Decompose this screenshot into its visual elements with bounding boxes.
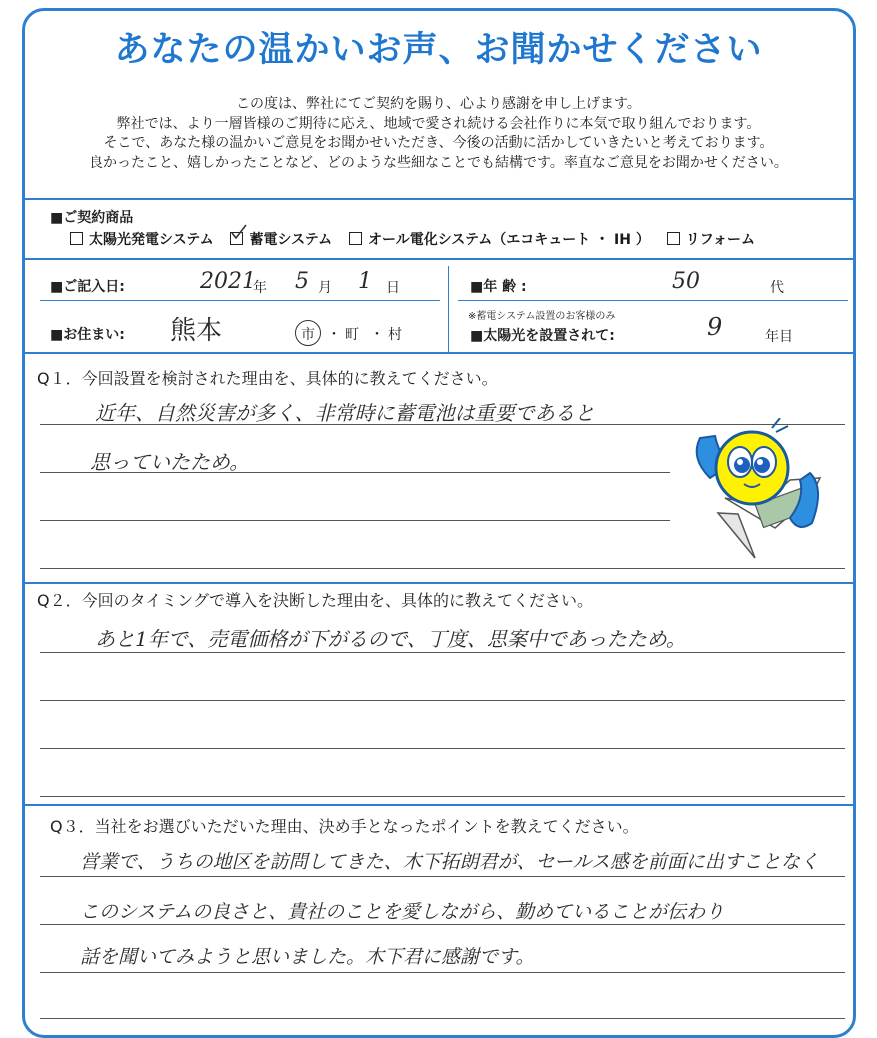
row-divider <box>40 300 440 301</box>
answer-line <box>40 652 845 653</box>
q3-question: Q３．当社をお選びいただいた理由、決め手となったポイントを教えてください。 <box>50 817 639 836</box>
town-option[interactable]: 町 <box>345 327 359 343</box>
q2-answer-line[interactable]: あと1年で、売電価格が下がるので、丁度、思案中であったため。 <box>95 627 686 651</box>
answer-line <box>40 472 670 473</box>
answer-line <box>40 700 845 701</box>
column-divider <box>448 266 449 352</box>
checkbox-icon[interactable] <box>349 232 362 245</box>
day-unit: 日 <box>386 280 400 296</box>
mascot-solar-character-icon <box>680 418 830 568</box>
intro-text <box>40 95 837 173</box>
date-label: ■ご記入日: <box>50 279 125 295</box>
solar-years-value[interactable]: 9 <box>707 313 723 341</box>
q1-answer-line[interactable]: 思っていたため。 <box>90 450 250 474</box>
divider <box>25 258 853 260</box>
separator: ・ <box>327 327 341 343</box>
answer-line <box>40 568 845 569</box>
products-list <box>70 229 767 249</box>
row-divider <box>458 300 848 301</box>
checkbox-checked-icon[interactable] <box>230 232 243 245</box>
products-label: ■ご契約商品 <box>50 210 134 226</box>
address-label: ■お住まい: <box>50 327 125 343</box>
answer-line <box>40 1018 845 1019</box>
q3-answer-line[interactable]: 話を聞いてみようと思いました。木下君に感謝です。 <box>80 946 535 968</box>
date-year[interactable]: 2021 <box>200 269 256 294</box>
answer-line <box>40 796 845 797</box>
solar-years-unit: 年目 <box>765 329 793 345</box>
intro-line: この度は、弊社にてご契約を賜り、心より感謝を申し上げます。 <box>236 96 641 112</box>
answer-line <box>40 972 845 973</box>
separator: ・ <box>370 327 384 343</box>
answer-line <box>40 924 845 925</box>
solar-note: ※蓄電システム設置のお客様のみ <box>468 311 616 322</box>
year-unit: 年 <box>253 280 267 296</box>
intro-line: そこで、あなた様の温かいご意見をお聞かせいただき、今後の活動に活かしていきたいと考えております。 <box>103 135 774 151</box>
intro-line: 良かったこと、嬉しかったことなど、どのような些細なことでも結構です。率直なご意見をお聞かせください。 <box>89 154 788 171</box>
product-option[interactable]: リフォーム <box>667 232 761 248</box>
page-title: あなたの温かいお声、お聞かせください <box>114 30 763 70</box>
q3-answer-line[interactable]: 営業で、うちの地区を訪問してきた、木下拓朗君が、セールス感を前面に出すことなく <box>80 851 819 873</box>
solar-years-label: ■太陽光を設置されて: <box>470 328 615 344</box>
checkbox-icon[interactable] <box>70 232 83 245</box>
q1-answer-line[interactable]: 近年、自然災害が多く、非常時に蓄電池は重要であると <box>95 401 595 425</box>
product-option[interactable]: 蓄電システム <box>230 232 338 248</box>
divider <box>25 804 853 806</box>
q2-question: Q２．今回のタイミングで導入を決断した理由を、具体的に教えてください。 <box>37 591 593 610</box>
divider <box>25 352 853 354</box>
age-label: ■年 齢 : <box>470 279 527 295</box>
answer-line <box>40 748 845 749</box>
product-option[interactable]: オール電化システム（エコキュート ・ IH ） <box>349 232 656 248</box>
age-unit: 代 <box>770 280 784 296</box>
q1-question: Q１．今回設置を検討された理由を、具体的に教えてください。 <box>37 369 498 388</box>
q3-answer-line[interactable]: このシステムの良さと、貴社のことを愛しながら、勤めていることが伝わり <box>80 901 725 923</box>
intro-line: 弊社では、より一層皆様のご期待に応え、地域で愛され続ける会社作りに本気で取り組んでおります。 <box>116 115 761 132</box>
product-option[interactable]: 太陽光発電システム <box>70 232 220 248</box>
date-month[interactable]: 5 <box>295 269 309 294</box>
month-unit: 月 <box>318 280 332 296</box>
address-value[interactable]: 熊本 <box>170 316 223 346</box>
divider <box>25 198 853 200</box>
answer-line <box>40 520 670 521</box>
answer-line <box>40 876 845 877</box>
age-value[interactable]: 50 <box>672 269 700 294</box>
city-option[interactable]: 市 <box>301 327 315 343</box>
divider <box>25 582 853 584</box>
date-day[interactable]: 1 <box>358 269 372 294</box>
village-option[interactable]: 村 <box>388 327 402 343</box>
checkbox-icon[interactable] <box>667 232 680 245</box>
